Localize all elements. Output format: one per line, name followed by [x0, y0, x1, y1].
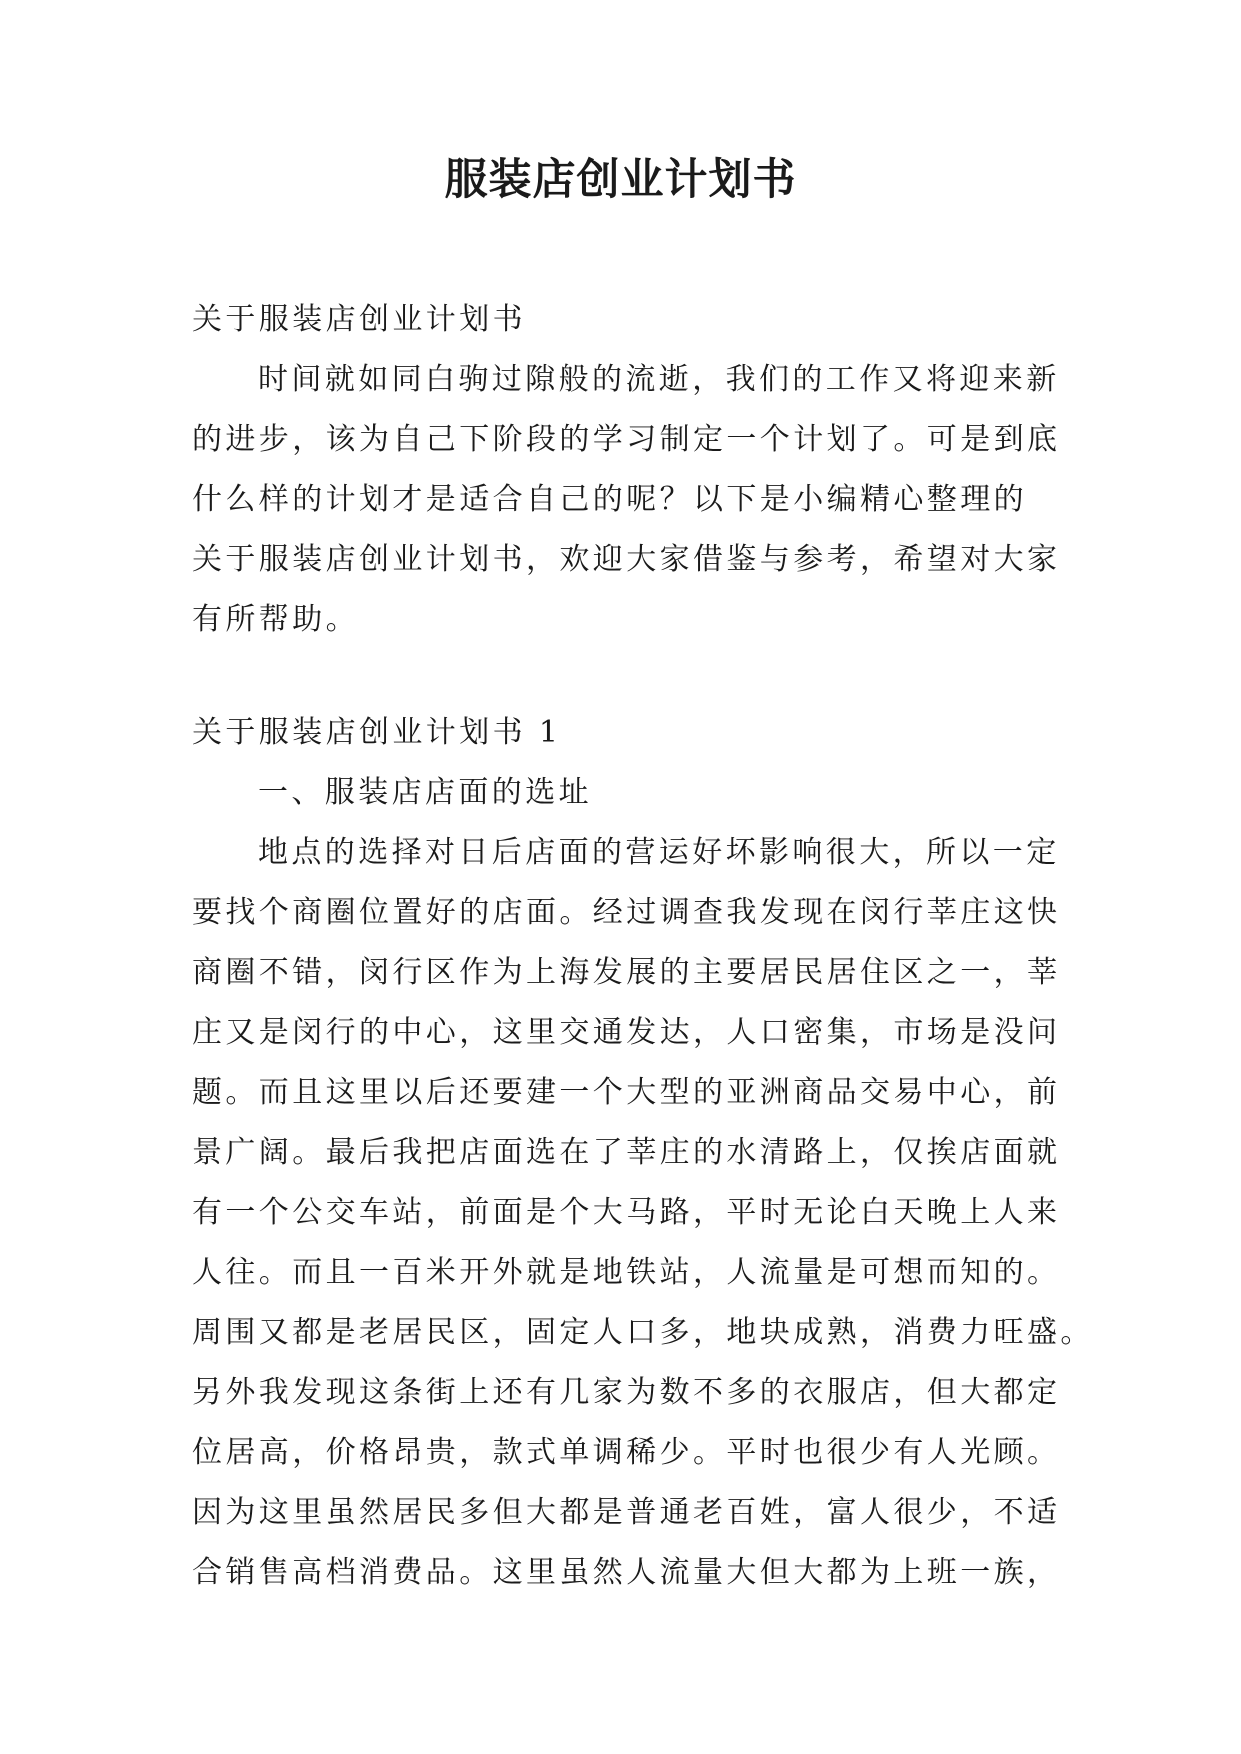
paragraph-line: 位居高，价格昂贵，款式单调稀少。平时也很少有人光顾。 [192, 1435, 1061, 1470]
paragraph-line: 要找个商圈位置好的店面。经过调查我发现在闵行莘庄这快 [192, 895, 1061, 930]
paragraph-line: 人往。而且一百米开外就是地铁站，人流量是可想而知的。 [192, 1255, 1061, 1290]
paragraph-line: 什么样的计划才是适合自己的呢？以下是小编精心整理的 [192, 482, 1027, 517]
paragraph-line: 地点的选择对日后店面的营运好坏影响很大，所以一定 [258, 835, 1060, 870]
paragraph-line: 有一个公交车站，前面是个大马路，平时无论白天晚上人来 [192, 1195, 1061, 1230]
document-body [192, 290, 1094, 1603]
section-heading: 关于服装店创业计划书 1 [192, 715, 562, 750]
intro-paragraph [192, 350, 1061, 650]
paragraph-line: 时间就如同白驹过隙般的流逝，我们的工作又将迎来新 [258, 362, 1060, 397]
paragraph-line: 商圈不错，闵行区作为上海发展的主要居民居住区之一，莘 [192, 955, 1061, 990]
paragraph-line: 有所帮助。 [192, 602, 359, 637]
section-spacer [192, 650, 1054, 703]
intro-heading: 关于服装店创业计划书 [192, 302, 526, 337]
document-title: 服装店创业计划书 [444, 155, 797, 205]
paragraph-line: 因为这里虽然居民多但大都是普通老百姓，富人很少，不适 [192, 1495, 1061, 1530]
paragraph-line: 题。而且这里以后还要建一个大型的亚洲商品交易中心，前 [192, 1075, 1061, 1110]
paragraph-line: 景广阔。最后我把店面选在了莘庄的水清路上，仅挨店面就 [192, 1135, 1061, 1170]
paragraph-line: 合销售高档消费品。这里虽然人流量大但大都为上班一族， [192, 1555, 1061, 1590]
paragraph-line: 的进步，该为自己下阶段的学习制定一个计划了。可是到底 [192, 422, 1061, 457]
paragraph-line: 关于服装店创业计划书，欢迎大家借鉴与参考，希望对大家 [192, 542, 1061, 577]
subsection-heading: 一、服装店店面的选址 [258, 775, 592, 810]
paragraph-line: 周围又都是老居民区，固定人口多，地块成熟，消费力旺盛。 [192, 1315, 1094, 1350]
paragraph-line: 另外我发现这条街上还有几家为数不多的衣服店，但大都定 [192, 1375, 1061, 1410]
body-paragraph [192, 823, 1094, 1603]
paragraph-line: 庄又是闵行的中心，这里交通发达，人口密集，市场是没问 [192, 1015, 1061, 1050]
